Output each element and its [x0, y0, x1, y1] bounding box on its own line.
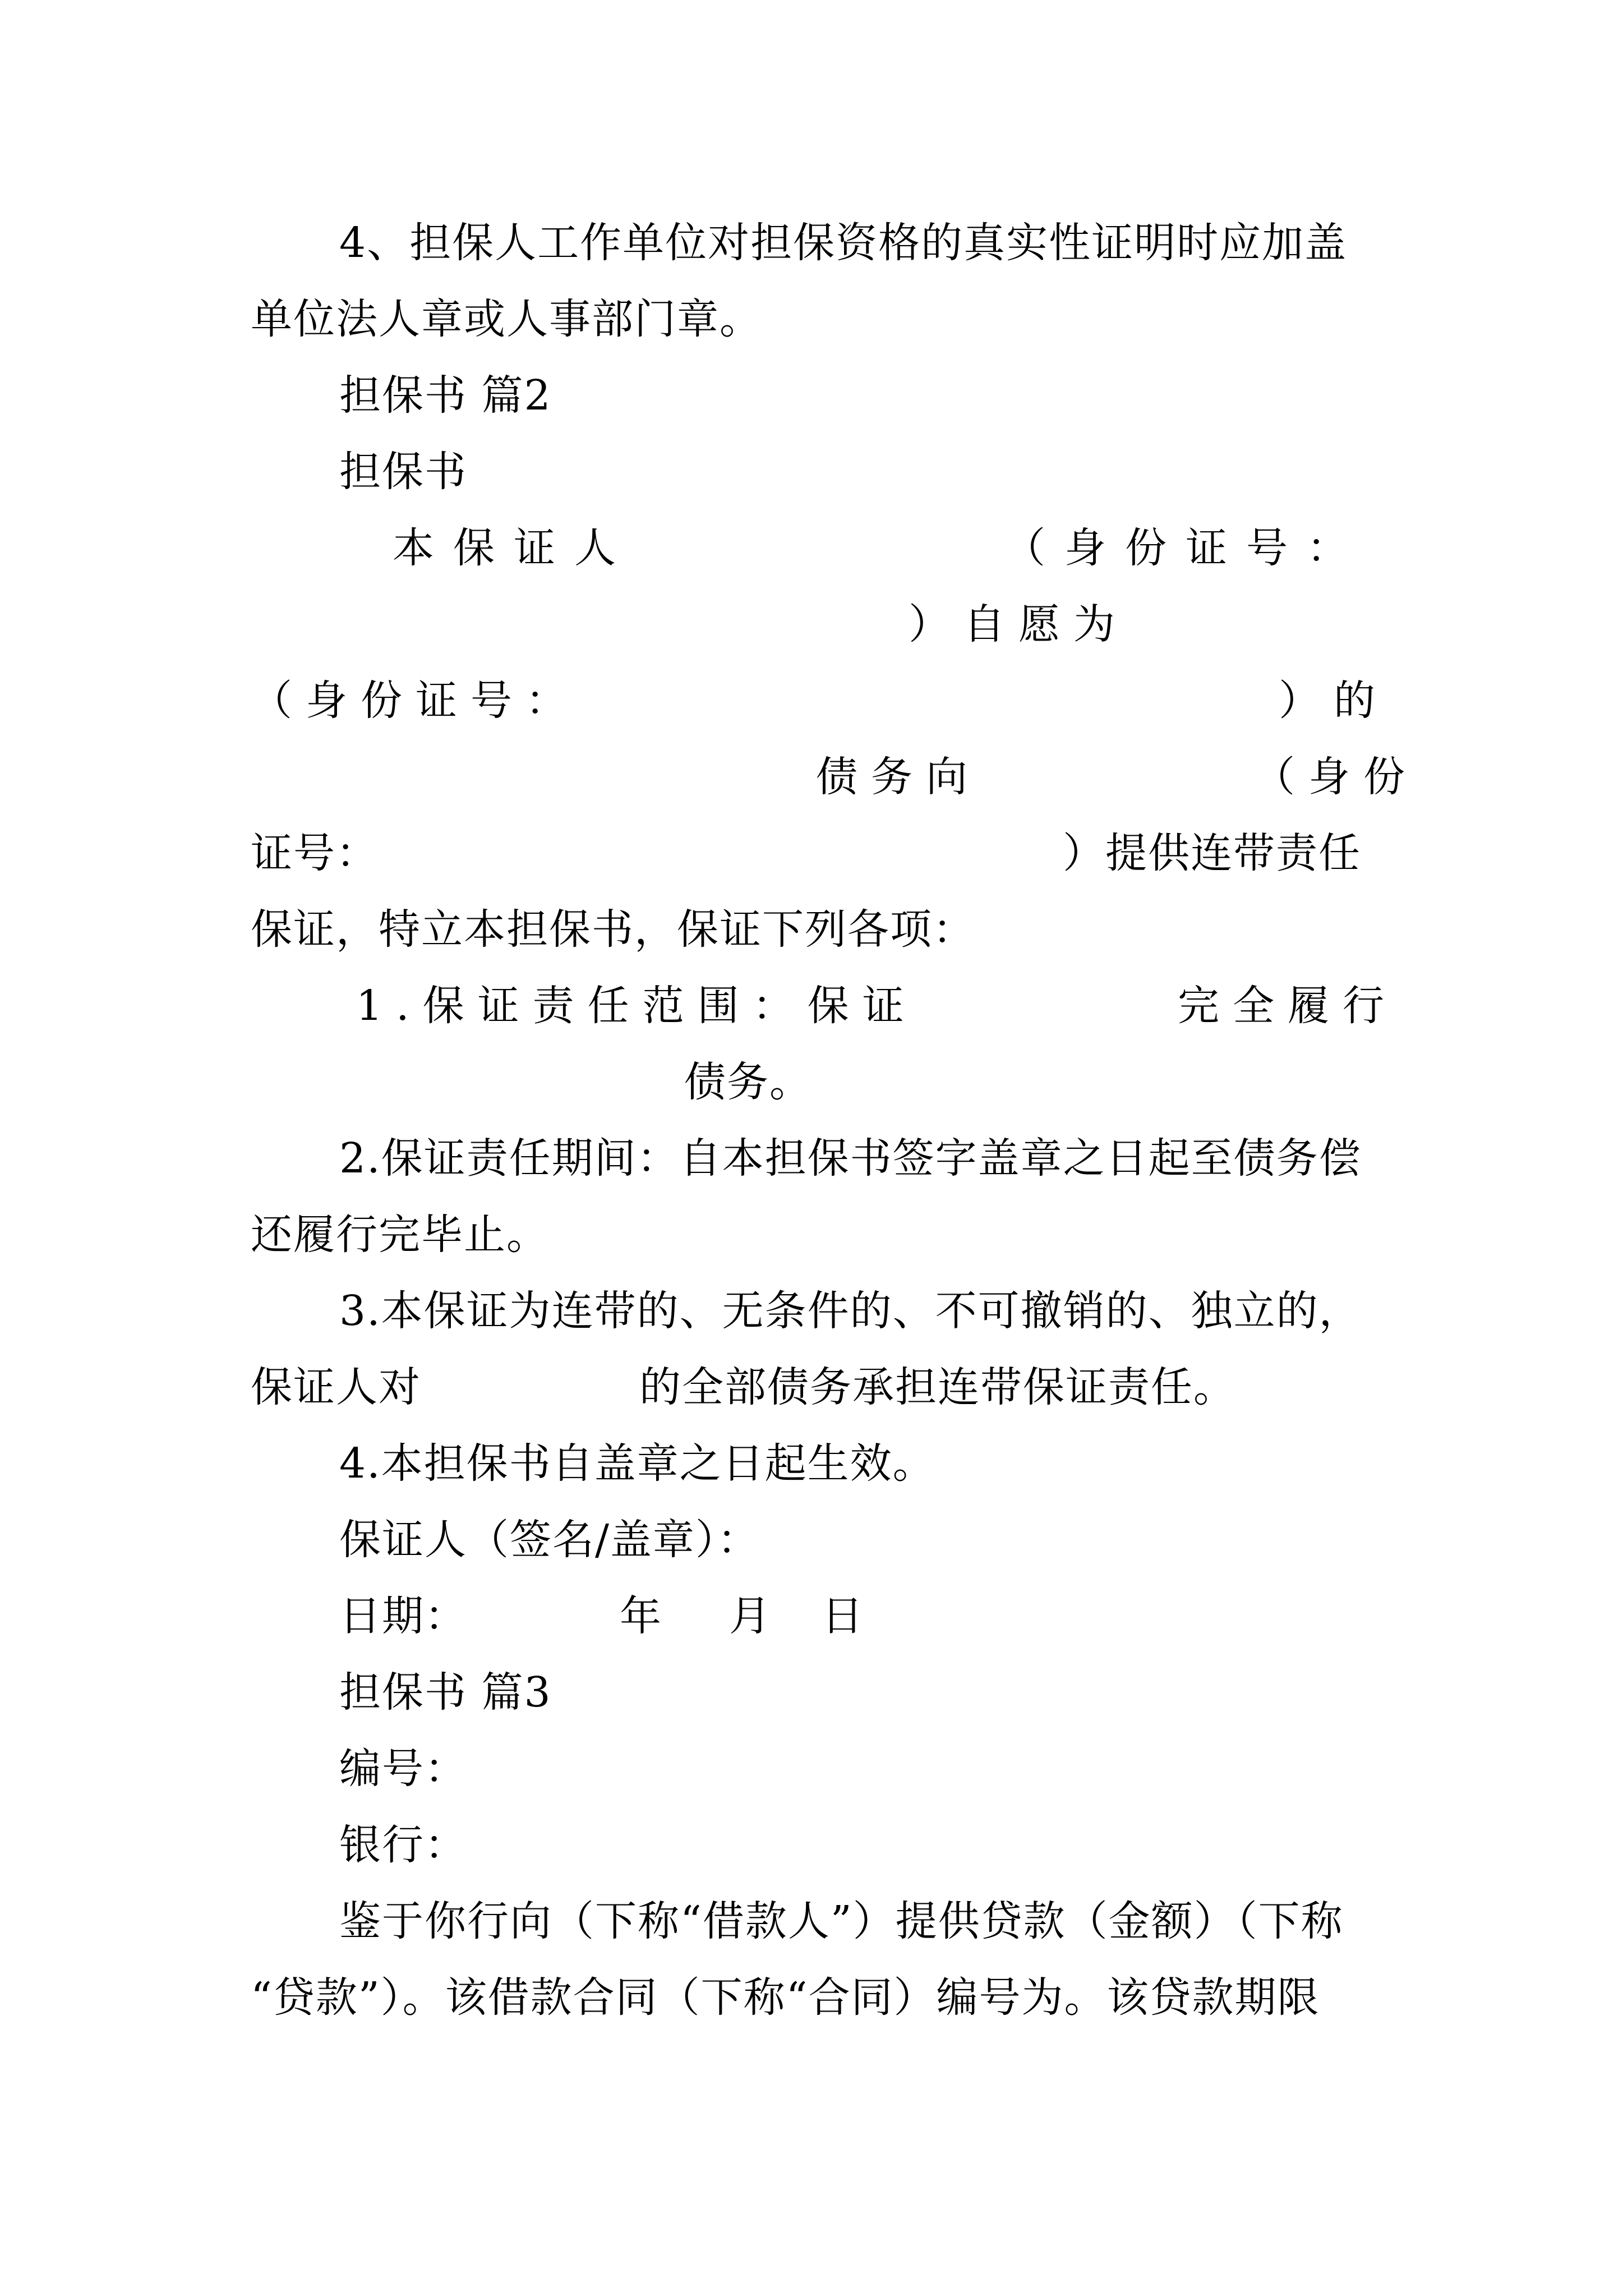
text-line: 银行：: [339, 1821, 467, 1869]
text-line: 1.保证责任范围：保证: [356, 982, 917, 1030]
text-line: 保证，特立本担保书，保证下列各项：: [251, 905, 975, 954]
text-line: 2.保证责任期间：自本担保书签字盖章之日起至债务偿: [339, 1134, 1362, 1182]
text-line: （身份证号：: [251, 677, 580, 725]
text-line: 4.本担保书自盖章之日起生效。: [339, 1439, 935, 1488]
text-line: ）自愿为: [909, 600, 1128, 648]
text-line: 债务。: [684, 1058, 812, 1106]
section-heading: 担保书 篇2: [339, 371, 552, 420]
document-title: 担保书: [339, 448, 467, 496]
text-line: 还履行完毕止。: [251, 1211, 549, 1259]
text-line: “贷款”）。该借款合同（下称“合同）编号为。该贷款期限: [251, 1973, 1320, 2022]
text-line: （身份: [1253, 753, 1418, 801]
text-line: （身份证号：: [1004, 524, 1367, 572]
text-line: 鉴于你行向（下称“借款人”）提供贷款（金额）（下称: [339, 1897, 1344, 1945]
section-heading: 担保书 篇3: [339, 1668, 552, 1717]
text-line: 4、担保人工作单位对担保资格的真实性证明时应加盖: [339, 219, 1348, 267]
text-line: 债务向: [816, 753, 981, 801]
date-year-label: 年: [620, 1592, 662, 1640]
text-line: 本保证人: [393, 524, 635, 572]
text-line: 完全履行: [1178, 982, 1398, 1030]
text-line: 编号：: [339, 1745, 467, 1793]
text-line: 的全部债务承担连带保证责任。: [639, 1363, 1236, 1411]
date-label: 日期：: [339, 1592, 467, 1640]
text-line: ）提供连带责任: [1063, 829, 1361, 877]
text-line: 证号：: [251, 829, 379, 877]
text-line: 单位法人章或人事部门章。: [251, 295, 762, 343]
text-line: ）的: [1279, 677, 1389, 725]
date-day-label: 日: [822, 1592, 864, 1640]
text-line: 3.本保证为连带的、无条件的、不可撤销的、独立的，: [339, 1287, 1362, 1335]
date-month-label: 月: [729, 1592, 772, 1640]
text-line: 保证人对: [251, 1363, 421, 1411]
signature-label: 保证人（签名/盖章）：: [339, 1516, 760, 1564]
